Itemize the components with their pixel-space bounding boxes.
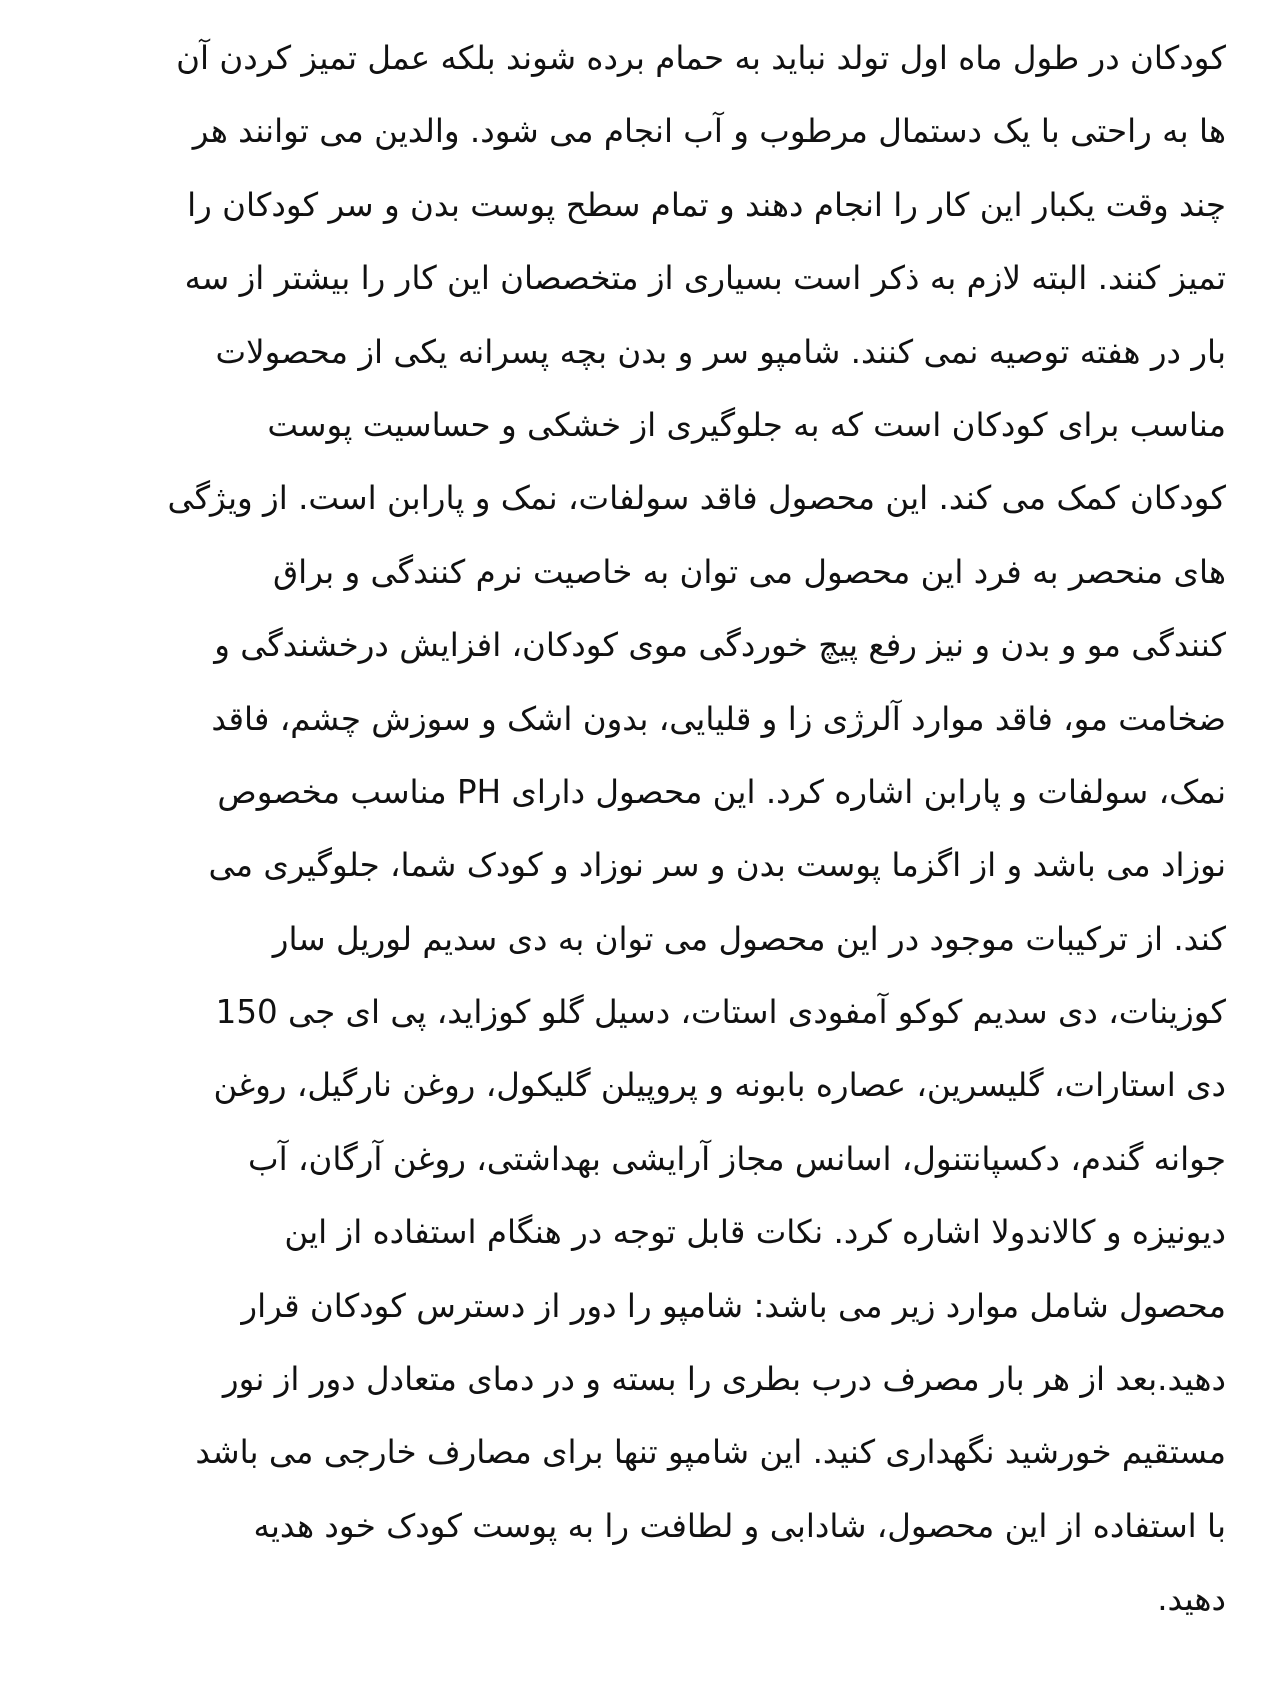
paragraph-line: محصول شامل موارد زیر می باشد: شامپو را دور از دسترس کودکان قرار xyxy=(241,1286,1226,1325)
paragraph-line: کنندگی مو و بدن و نیز رفع پیچ خوردگی موی کودکان، افزایش درخشندگی و xyxy=(214,626,1226,665)
paragraph-line: کند. از ترکیبات موجود در این محصول می توان به دی سدیم لوریل سار xyxy=(272,919,1226,958)
paragraph-line: کودکان در طول ماه اول تولد نباید به حمام برده شوند بلکه عمل تمیز کردن آن xyxy=(176,39,1226,77)
paragraph-line: چند وقت یکبار این کار را انجام دهند و تمام سطح پوست بدن و سر کودکان را xyxy=(187,185,1226,224)
paragraph-line: جوانه گندم، دکسپانتنول، اسانس مجاز آرایشی بهداشتی، روغن آرگان، آب xyxy=(248,1139,1226,1178)
paragraph-line: های منحصر به فرد این محصول می توان به خاصیت نرم کنندگی و براق xyxy=(272,552,1226,591)
article-body xyxy=(40,22,1226,1637)
paragraph-line: ها به راحتی با یک دستمال مرطوب و آب انجام می شود. والدین می توانند هر xyxy=(192,112,1226,151)
paragraph-line: کودکان کمک می کند. این محصول فاقد سولفات، نمک و پارابن است. از ویژگی xyxy=(167,479,1226,518)
paragraph-line: دیونیزه و کالاندولا اشاره کرد. نکات قابل توجه در هنگام استفاده از این xyxy=(284,1213,1226,1252)
paragraph-line: دی استارات، گلیسرین، عصاره بابونه و پروپیلن گلیکول، روغن نارگیل، روغن xyxy=(213,1066,1226,1105)
paragraph-line: مستقیم خورشید نگهداری کنید. این شامپو تنها برای مصارف خارجی می باشد xyxy=(195,1433,1226,1472)
paragraph-line: دهید.بعد از هر بار مصرف درب بطری را بسته و در دمای متعادل دور از نور xyxy=(222,1360,1226,1399)
paragraph-line: نمک، سولفات و پارابن اشاره کرد. این محصول دارای PH مناسب مخصوص xyxy=(217,772,1226,811)
paragraph-line: تمیز کنند. البته لازم به ذکر است بسیاری از متخصصان این کار را بیشتر از سه xyxy=(184,259,1226,298)
paragraph-line: بار در هفته توصیه نمی کنند. شامپو سر و بدن بچه پسرانه یکی از محصولات xyxy=(215,332,1226,371)
paragraph-line: نوزاد می باشد و از اگزما پوست بدن و سر نوزاد و کودک شما، جلوگیری می xyxy=(208,846,1226,885)
paragraph-line: دهید. xyxy=(1157,1580,1226,1619)
paragraph-line: کوزینات، دی سدیم کوکو آمفودی استات، دسیل گلو کوزاید، پی ای جی 150 xyxy=(215,993,1226,1032)
paragraph-line: با استفاده از این محصول، شادابی و لطافت را به پوست کودک خود هدیه xyxy=(253,1506,1226,1545)
paragraph-line: ضخامت مو، فاقد موارد آلرژی زا و قلیایی، بدون اشک و سوزش چشم، فاقد xyxy=(211,699,1226,738)
paragraph-line: مناسب برای کودکان است که به جلوگیری از خشکی و حساسیت پوست xyxy=(267,405,1226,444)
